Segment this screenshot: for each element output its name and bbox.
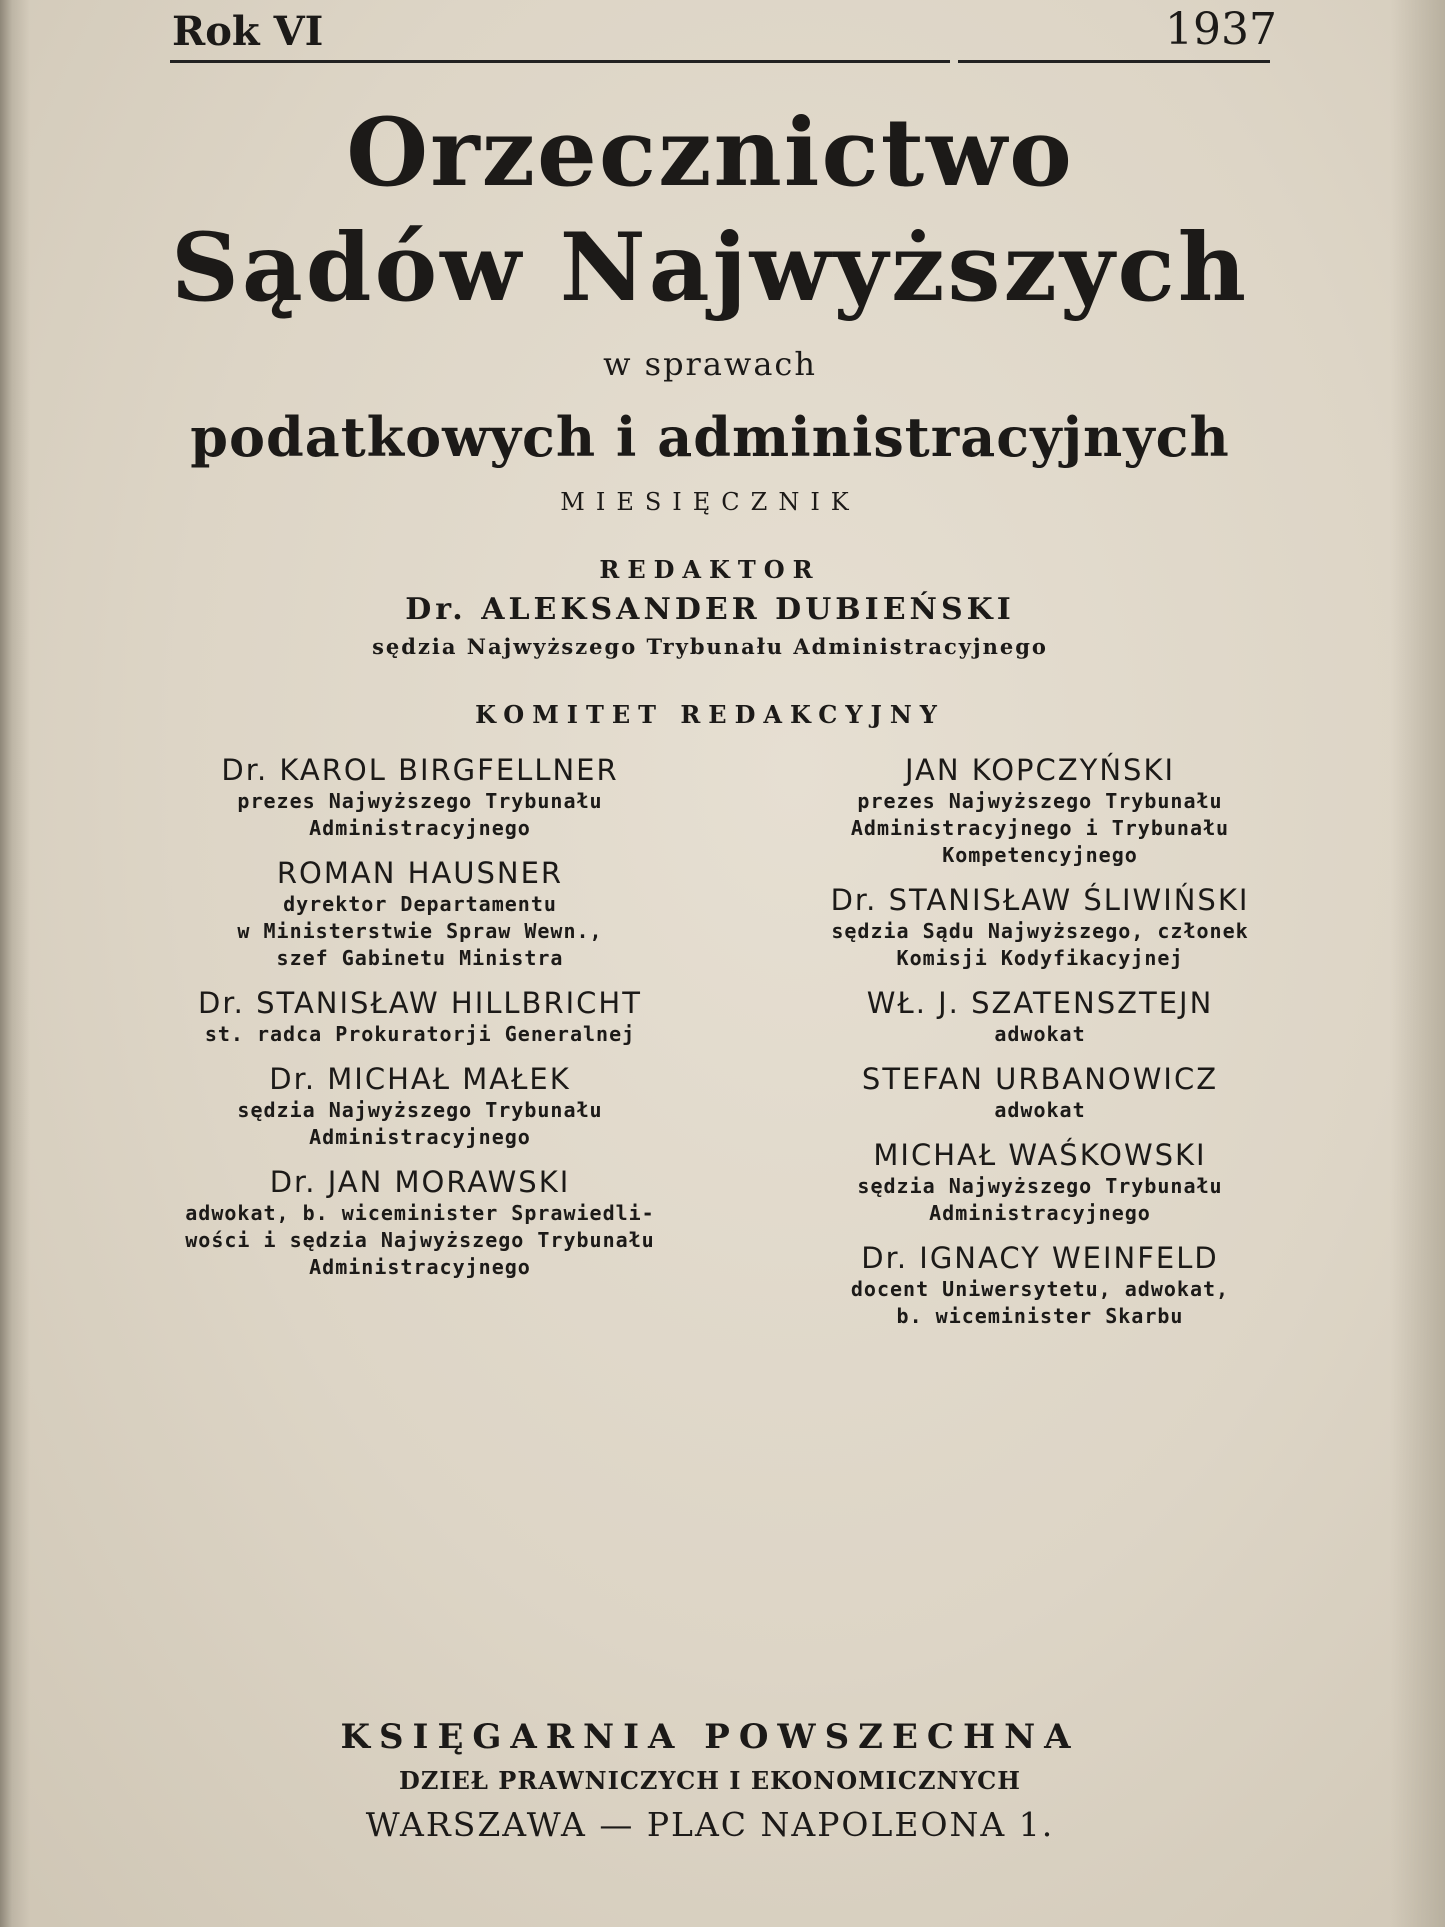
member-name: WŁ. J. SZATENSZTEJN	[866, 986, 1214, 1020]
member-role: dyrektor Departamentu w Ministerstwie Spraw Wewn., szef Gabinetu Ministra	[237, 892, 603, 970]
editor-title: sędzia Najwyższego Trybunału Administracyjnego	[372, 634, 1048, 659]
member-role: st. radca Prokuratorji Generalnej	[204, 1022, 636, 1046]
header-rule-right	[958, 60, 1270, 63]
header-rule-left	[170, 60, 950, 63]
committee-member	[760, 882, 1320, 972]
member-name: Dr. MICHAŁ MAŁEK	[269, 1062, 571, 1096]
member-role: sędzia Sądu Najwyższego, członek Komisji Kodyfikacyjnej	[831, 919, 1249, 970]
committee-member	[760, 1137, 1320, 1227]
member-role: adwokat, b. wiceminister Sprawiedli- wości i sędzia Najwyższego Trybunału Administracyjnego	[185, 1201, 655, 1279]
periodical-label: MIESIĘCZNIK	[560, 488, 860, 516]
member-name: ROMAN HAUSNER	[276, 856, 564, 890]
member-role: docent Uniwersytetu, adwokat, b. wiceminister Skarbu	[850, 1277, 1230, 1328]
member-name: Dr. KAROL BIRGFELLNER	[221, 753, 619, 787]
title-line-2: Sądów Najwyższych	[170, 213, 1250, 323]
committee-column-right	[760, 752, 1320, 1343]
member-role: adwokat	[994, 1098, 1086, 1122]
subtitle-large: podatkowych i administracyjnych	[190, 405, 1230, 469]
committee-label: KOMITET REDAKCYJNY	[475, 700, 945, 729]
page-edge-left	[0, 0, 30, 1927]
member-name: STEFAN URBANOWICZ	[861, 1062, 1219, 1096]
publisher-subtitle: DZIEŁ PRAWNICZYCH I EKONOMICZNYCH	[399, 1766, 1021, 1795]
committee-member	[760, 1061, 1320, 1124]
committee-member	[140, 1164, 700, 1281]
committee-member	[760, 1240, 1320, 1330]
volume-label: Rok VI	[172, 8, 324, 55]
committee-column-left	[140, 752, 700, 1294]
publisher-name: KSIĘGARNIA POWSZECHNA	[340, 1717, 1080, 1757]
committee-member	[760, 752, 1320, 869]
member-role: sędzia Najwyższego Trybunału Administracyjnego	[237, 1098, 603, 1149]
member-name: JAN KOPCZYŃSKI	[904, 753, 1176, 787]
committee-member	[140, 752, 700, 842]
publisher-address: WARSZAWA — PLAC NAPOLEONA 1.	[365, 1805, 1055, 1844]
member-role: prezes Najwyższego Trybunału Administracyjnego	[237, 789, 603, 840]
member-role: prezes Najwyższego Trybunału Administracyjnego i Trybunału Kompetencyjnego	[850, 789, 1230, 867]
member-role: sędzia Najwyższego Trybunału Administracyjnego	[857, 1174, 1223, 1225]
member-name: Dr. STANISŁAW ŚLIWIŃSKI	[830, 883, 1250, 917]
member-name: Dr. STANISŁAW HILLBRICHT	[198, 986, 642, 1020]
committee-member	[140, 985, 700, 1048]
committee-member	[760, 985, 1320, 1048]
title-line-1: Orzecznictwo	[346, 98, 1074, 208]
editor-label: REDAKTOR	[599, 555, 821, 584]
member-name: Dr. IGNACY WEINFELD	[861, 1241, 1219, 1275]
member-name: Dr. JAN MORAWSKI	[269, 1165, 571, 1199]
subtitle-small: w sprawach	[603, 345, 817, 383]
publication-year: 1937	[1165, 4, 1277, 55]
member-name: MICHAŁ WAŚKOWSKI	[873, 1138, 1207, 1172]
editor-name: Dr. ALEKSANDER DUBIEŃSKI	[405, 592, 1015, 627]
member-role: adwokat	[994, 1022, 1086, 1046]
committee-member	[140, 1061, 700, 1151]
page-edge-right	[1390, 0, 1445, 1927]
committee-member	[140, 855, 700, 972]
